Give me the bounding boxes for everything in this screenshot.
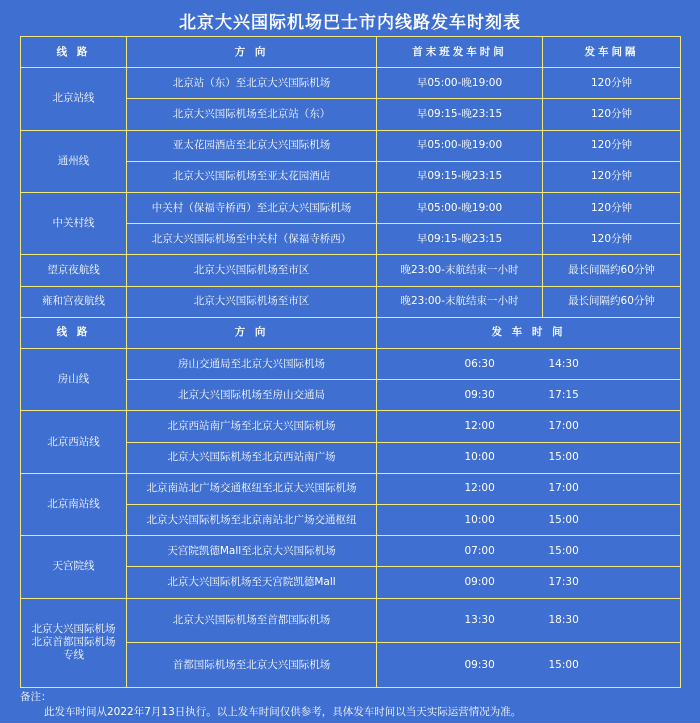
departure-time: 12:00 [464, 482, 495, 495]
direction-cell: 北京大兴国际机场至市区 [127, 255, 377, 286]
direction-cell: 北京大兴国际机场至天宫院凯德Mall [127, 567, 377, 598]
direction-cell: 北京西站南广场至北京大兴国际机场 [127, 411, 377, 442]
departure-times-cell [377, 442, 681, 473]
column-header: 线 路 [21, 37, 127, 68]
direction-cell: 北京大兴国际机场至北京站（东） [127, 99, 377, 130]
departure-time: 17:30 [548, 576, 579, 589]
departure-time: 17:15 [548, 388, 579, 401]
departure-times-cell [377, 505, 681, 536]
direction-cell: 天宫院凯德Mall至北京大兴国际机场 [127, 536, 377, 567]
departure-time: 10:00 [464, 451, 495, 464]
line-name-cell: 房山线 [21, 349, 127, 411]
section1-header-row [21, 37, 681, 68]
line-name-cell: 雍和宫夜航线 [21, 286, 127, 317]
page-title: 北京大兴国际机场巴士市内线路发车时刻表 [179, 13, 521, 33]
direction-cell: 亚太花园酒店至北京大兴国际机场 [127, 130, 377, 161]
departure-time: 17:00 [548, 482, 579, 495]
line-name-cell: 北京西站线 [21, 411, 127, 473]
departure-times-cell [377, 380, 681, 411]
departure-time: 07:00 [464, 544, 495, 557]
departure-time: 17:00 [548, 420, 579, 433]
departure-time: 15:00 [548, 513, 579, 526]
time-cell: 早09:15-晚23:15 [377, 161, 543, 192]
direction-cell: 北京大兴国际机场至中关村（保福寺桥西） [127, 224, 377, 255]
departure-time: 15:00 [548, 544, 579, 557]
line-name-cell: 望京夜航线 [21, 255, 127, 286]
table-row [21, 536, 681, 567]
departure-time: 18:30 [548, 613, 579, 626]
line-name-cell [21, 598, 127, 687]
table-row [21, 411, 681, 442]
departure-times-cell [377, 567, 681, 598]
time-cell: 晚23:00-末航结束一小时 [377, 255, 543, 286]
line-name-part: 北京大兴国际机场 [31, 623, 116, 636]
interval-cell: 120分钟 [543, 130, 681, 161]
departure-times-cell [377, 411, 681, 442]
departure-times-cell [377, 643, 681, 688]
departure-time: 13:30 [464, 613, 495, 626]
interval-cell: 120分钟 [543, 224, 681, 255]
interval-cell: 120分钟 [543, 99, 681, 130]
departure-time: 06:30 [464, 357, 495, 370]
column-header: 方 向 [127, 37, 377, 68]
line-name-part: 北京首都国际机场 [31, 636, 116, 649]
line-name-cell: 北京站线 [21, 68, 127, 130]
time-cell: 早09:15-晚23:15 [377, 99, 543, 130]
line-name-part: 专线 [63, 649, 84, 662]
departure-time: 15:00 [548, 451, 579, 464]
interval-cell: 120分钟 [543, 161, 681, 192]
direction-cell: 北京南站北广场交通枢纽至北京大兴国际机场 [127, 473, 377, 504]
time-cell: 晚23:00-末航结束一小时 [377, 286, 543, 317]
line-name-cell: 通州线 [21, 130, 127, 192]
time-cell: 早09:15-晚23:15 [377, 224, 543, 255]
section2-header-row [21, 317, 681, 348]
departure-times-cell [377, 473, 681, 504]
line-name-cell: 北京南站线 [21, 473, 127, 535]
notes [20, 690, 521, 720]
departure-time: 14:30 [548, 357, 579, 370]
departure-time: 15:00 [548, 658, 579, 671]
table-row [21, 598, 681, 643]
interval-cell: 最长间隔约60分钟 [543, 286, 681, 317]
table-row [21, 349, 681, 380]
direction-cell: 北京大兴国际机场至北京西站南广场 [127, 442, 377, 473]
table-row [21, 473, 681, 504]
time-cell: 早05:00-晚19:00 [377, 68, 543, 99]
interval-cell: 最长间隔约60分钟 [543, 255, 681, 286]
interval-cell: 120分钟 [543, 68, 681, 99]
departure-time: 09:30 [464, 658, 495, 671]
departure-time: 12:00 [464, 420, 495, 433]
table-row [21, 68, 681, 99]
column-header: 首末班发车时间 [377, 37, 543, 68]
table-row [21, 130, 681, 161]
interval-cell: 120分钟 [543, 193, 681, 224]
departure-time: 10:00 [464, 513, 495, 526]
line-name-cell: 中关村线 [21, 193, 127, 255]
time-cell: 早05:00-晚19:00 [377, 130, 543, 161]
direction-cell: 北京站（东）至北京大兴国际机场 [127, 68, 377, 99]
departure-times-cell [377, 349, 681, 380]
table-row [21, 255, 681, 286]
direction-cell: 北京大兴国际机场至市区 [127, 286, 377, 317]
departure-time: 09:00 [464, 576, 495, 589]
direction-cell: 北京大兴国际机场至房山交通局 [127, 380, 377, 411]
notes-text: 此发车时间从2022年7月13日执行。以上发车时间仅供参考，具体发车时间以当天实际运营情况为准。 [44, 706, 522, 718]
departure-times-cell [377, 536, 681, 567]
column-header: 发车间隔 [543, 37, 681, 68]
direction-cell: 北京大兴国际机场至首都国际机场 [127, 598, 377, 643]
direction-cell: 中关村（保福寺桥西）至北京大兴国际机场 [127, 193, 377, 224]
direction-cell: 房山交通局至北京大兴国际机场 [127, 349, 377, 380]
direction-cell: 北京大兴国际机场至北京南站北广场交通枢纽 [127, 505, 377, 536]
column-header: 发 车 时 间 [377, 317, 681, 348]
departure-time: 09:30 [464, 388, 495, 401]
direction-cell: 首都国际机场至北京大兴国际机场 [127, 643, 377, 688]
column-header: 方 向 [127, 317, 377, 348]
time-cell: 早05:00-晚19:00 [377, 193, 543, 224]
column-header: 线 路 [21, 317, 127, 348]
notes-label: 备注： [20, 691, 52, 703]
table-row [21, 286, 681, 317]
timetable-table [20, 36, 681, 688]
table-row [21, 193, 681, 224]
direction-cell: 北京大兴国际机场至亚太花园酒店 [127, 161, 377, 192]
departure-times-cell [377, 598, 681, 643]
line-name-cell: 天宫院线 [21, 536, 127, 598]
